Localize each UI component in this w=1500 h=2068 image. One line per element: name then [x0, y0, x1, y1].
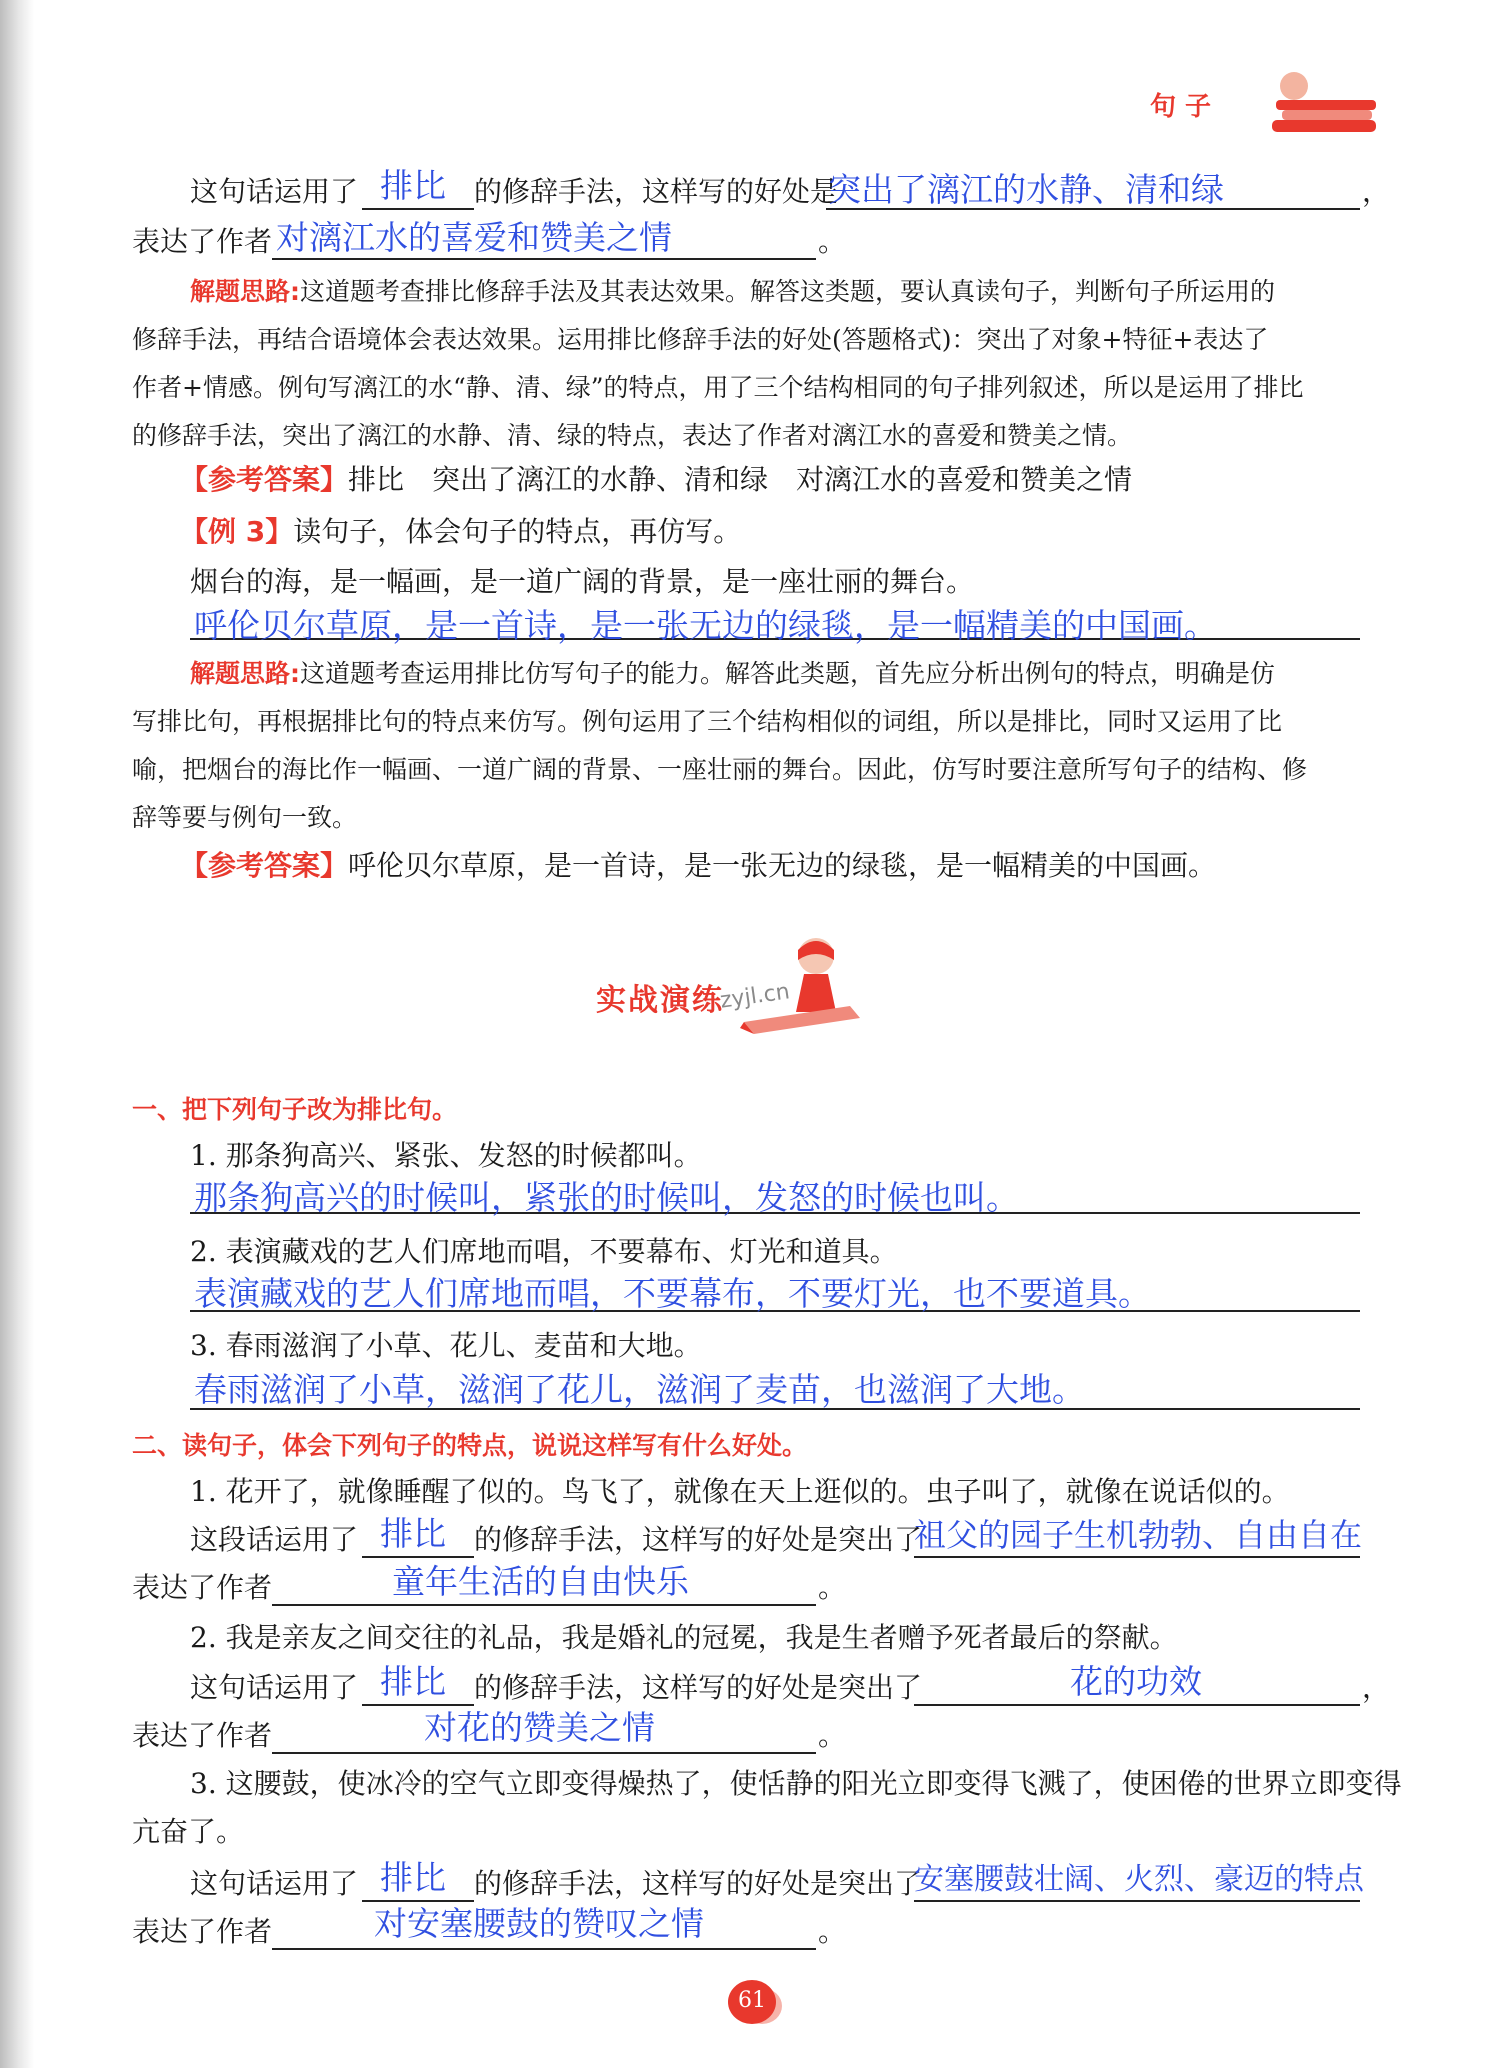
- ex2-reference-answer: 【参考答案】排比 突出了漓江的水静、清和绿 对漓江水的喜爱和赞美之情: [180, 463, 1133, 496]
- practice-banner-title: 实战演练: [596, 983, 724, 1018]
- s2-q3-rhetoric-answer: 排比: [380, 1858, 446, 1897]
- s2-q3-effect-answer: 安塞腰鼓壮阔、火烈、豪迈的特点: [914, 1862, 1364, 1897]
- s2-q1-line1-a: 这段话运用了: [190, 1523, 359, 1556]
- section1-heading: 一、把下列句子改为排比句。: [132, 1095, 458, 1124]
- ex2-line1-end: ，: [1362, 175, 1391, 208]
- ex2-line2-end: 。: [818, 225, 847, 258]
- s2-q3-line1-a: 这句话运用了: [190, 1867, 359, 1900]
- s1-q3-answer: 春雨滋润了小草，滋润了花儿，滋润了麦苗，也滋润了大地。: [194, 1370, 1085, 1409]
- s2-q1-line2-a: 表达了作者: [132, 1571, 273, 1604]
- ex3-answer: 呼伦贝尔草原，是一首诗，是一张无边的绿毯，是一幅精美的中国画。: [194, 606, 1217, 645]
- s2-q2-line1-a: 这句话运用了: [190, 1671, 359, 1704]
- ex3-hint-line-1: 解题思路:这道题考查运用排比仿写句子的能力。解答此类题，首先应分析出例句的特点，明确是仿: [190, 659, 1276, 688]
- ex2-hint-line-2: 修辞手法，再结合语境体会表达效果。运用排比修辞手法的好处(答题格式)：突出了对象+特征+表达了: [132, 325, 1269, 354]
- s2-q3-line1-b: 的修辞手法，这样写的好处是突出了: [474, 1867, 923, 1900]
- ex3-hint-label: 解题思路:: [190, 659, 300, 688]
- girl-on-pencil-illustration: [740, 930, 870, 1050]
- s1-q1-answer: 那条狗高兴的时候叫，紧张的时候叫，发怒的时候也叫。: [194, 1178, 1019, 1217]
- ex2-hint-label: 解题思路:: [190, 277, 300, 306]
- s2-q2-end: 。: [818, 1719, 847, 1752]
- page-number: 61: [738, 1988, 766, 2013]
- ex3-hint-line-3: 喻，把烟台的海比作一幅画、一道广阔的背景、一座壮丽的舞台。因此，仿写时要注意所写句子的结构、修: [132, 755, 1308, 784]
- s2-q2-comma: ，: [1362, 1671, 1391, 1704]
- ex3-sentence: 烟台的海，是一幅画，是一道广阔的背景，是一座壮丽的舞台。: [190, 565, 975, 598]
- ex2-rhetoric-answer: 排比: [380, 166, 446, 205]
- ex2-hint-line-4: 的修辞手法，突出了漓江的水静、清、绿的特点，表达了作者对漓江水的喜爱和赞美之情。: [132, 421, 1133, 450]
- ex3-hint-line-2: 写排比句，再根据排比句的特点来仿写。例句运用了三个结构相似的词组，所以是排比，同时又运用了比: [132, 707, 1283, 736]
- ex3-hint-line-4: 辞等要与例句一致。: [132, 803, 358, 832]
- books-illustration: [1268, 64, 1378, 136]
- s2-q2-effect-answer: 花的功效: [1070, 1662, 1202, 1701]
- ex2-line1-text-b: 的修辞手法，这样写的好处是: [474, 175, 839, 208]
- book-spine-shadow: [0, 0, 34, 2068]
- s2-q1-end: 。: [818, 1571, 847, 1604]
- s2-q2-rhetoric-answer: 排比: [380, 1662, 446, 1701]
- ex2-line2-text-a: 表达了作者: [132, 225, 273, 258]
- ex2-line1-text-a: 这句话运用了: [190, 175, 359, 208]
- ex3-reference-answer: 【参考答案】呼伦贝尔草原，是一首诗，是一张无边的绿毯，是一幅精美的中国画。: [180, 849, 1217, 882]
- s2-q3-line2-a: 表达了作者: [132, 1915, 273, 1948]
- s2-q3-sentence-1: 3. 这腰鼓，使冰冷的空气立即变得燥热了，使恬静的阳光立即变得飞溅了，使困倦的世界立即变得: [190, 1767, 1402, 1800]
- s1-q1-text: 1. 那条狗高兴、紧张、发怒的时候都叫。: [190, 1139, 702, 1172]
- s2-q3-sentence-2: 亢奋了。: [132, 1815, 245, 1848]
- s2-q1-line1-b: 的修辞手法，这样写的好处是突出了: [474, 1523, 923, 1556]
- ex2-hint-line-1: 解题思路:这道题考查排比修辞手法及其表达效果。解答这类题，要认真读句子，判断句子所运用的: [190, 277, 1276, 306]
- s2-q1-rhetoric-answer: 排比: [380, 1514, 446, 1553]
- s2-q2-line1-b: 的修辞手法，这样写的好处是突出了: [474, 1671, 923, 1704]
- ex3-ref-label: 【参考答案】: [180, 849, 349, 882]
- ex2-ref-label: 【参考答案】: [180, 463, 349, 496]
- header-title: 句 子: [1150, 92, 1212, 122]
- ex3-prompt: 【例 3】读句子，体会句子的特点，再仿写。: [180, 515, 742, 548]
- s1-q3-text: 3. 春雨滋润了小草、花儿、麦苗和大地。: [190, 1329, 702, 1362]
- ex3-label: 【例 3】: [180, 515, 294, 548]
- ex2-hint-line-3: 作者+情感。例句写漓江的水“静、清、绿”的特点，用了三个结构相同的句子排列叙述，所以是运用了排比: [132, 373, 1304, 402]
- section2-heading: 二、读句子，体会下列句子的特点，说说这样写有什么好处。: [132, 1431, 808, 1460]
- ex2-emotion-answer: 对漓江水的喜爱和赞美之情: [276, 218, 672, 257]
- s2-q2-sentence: 2. 我是亲友之间交往的礼品，我是婚礼的冠冕，我是生者赠予死者最后的祭献。: [190, 1621, 1178, 1654]
- s2-q2-line2-a: 表达了作者: [132, 1719, 273, 1752]
- s2-q1-emotion-answer: 童年生活的自由快乐: [392, 1562, 689, 1601]
- s1-q2-answer: 表演藏戏的艺人们席地而唱，不要幕布，不要灯光，也不要道具。: [194, 1274, 1151, 1313]
- s1-q2-text: 2. 表演藏戏的艺人们席地而唱，不要幕布、灯光和道具。: [190, 1235, 898, 1268]
- s2-q1-effect-answer: 祖父的园子生机勃勃、自由自在: [914, 1516, 1363, 1554]
- s2-q3-end: 。: [818, 1915, 847, 1948]
- practice-watermark: zyjl.cn: [718, 979, 792, 1014]
- ex2-effect-answer: 突出了漓江的水静、清和绿: [828, 170, 1224, 209]
- s2-q3-emotion-answer: 对安塞腰鼓的赞叹之情: [374, 1904, 704, 1943]
- s2-q1-sentence: 1. 花开了，就像睡醒了似的。鸟飞了，就像在天上逛似的。虫子叫了，就像在说话似的。: [190, 1475, 1290, 1508]
- s2-q2-emotion-answer: 对花的赞美之情: [424, 1708, 655, 1747]
